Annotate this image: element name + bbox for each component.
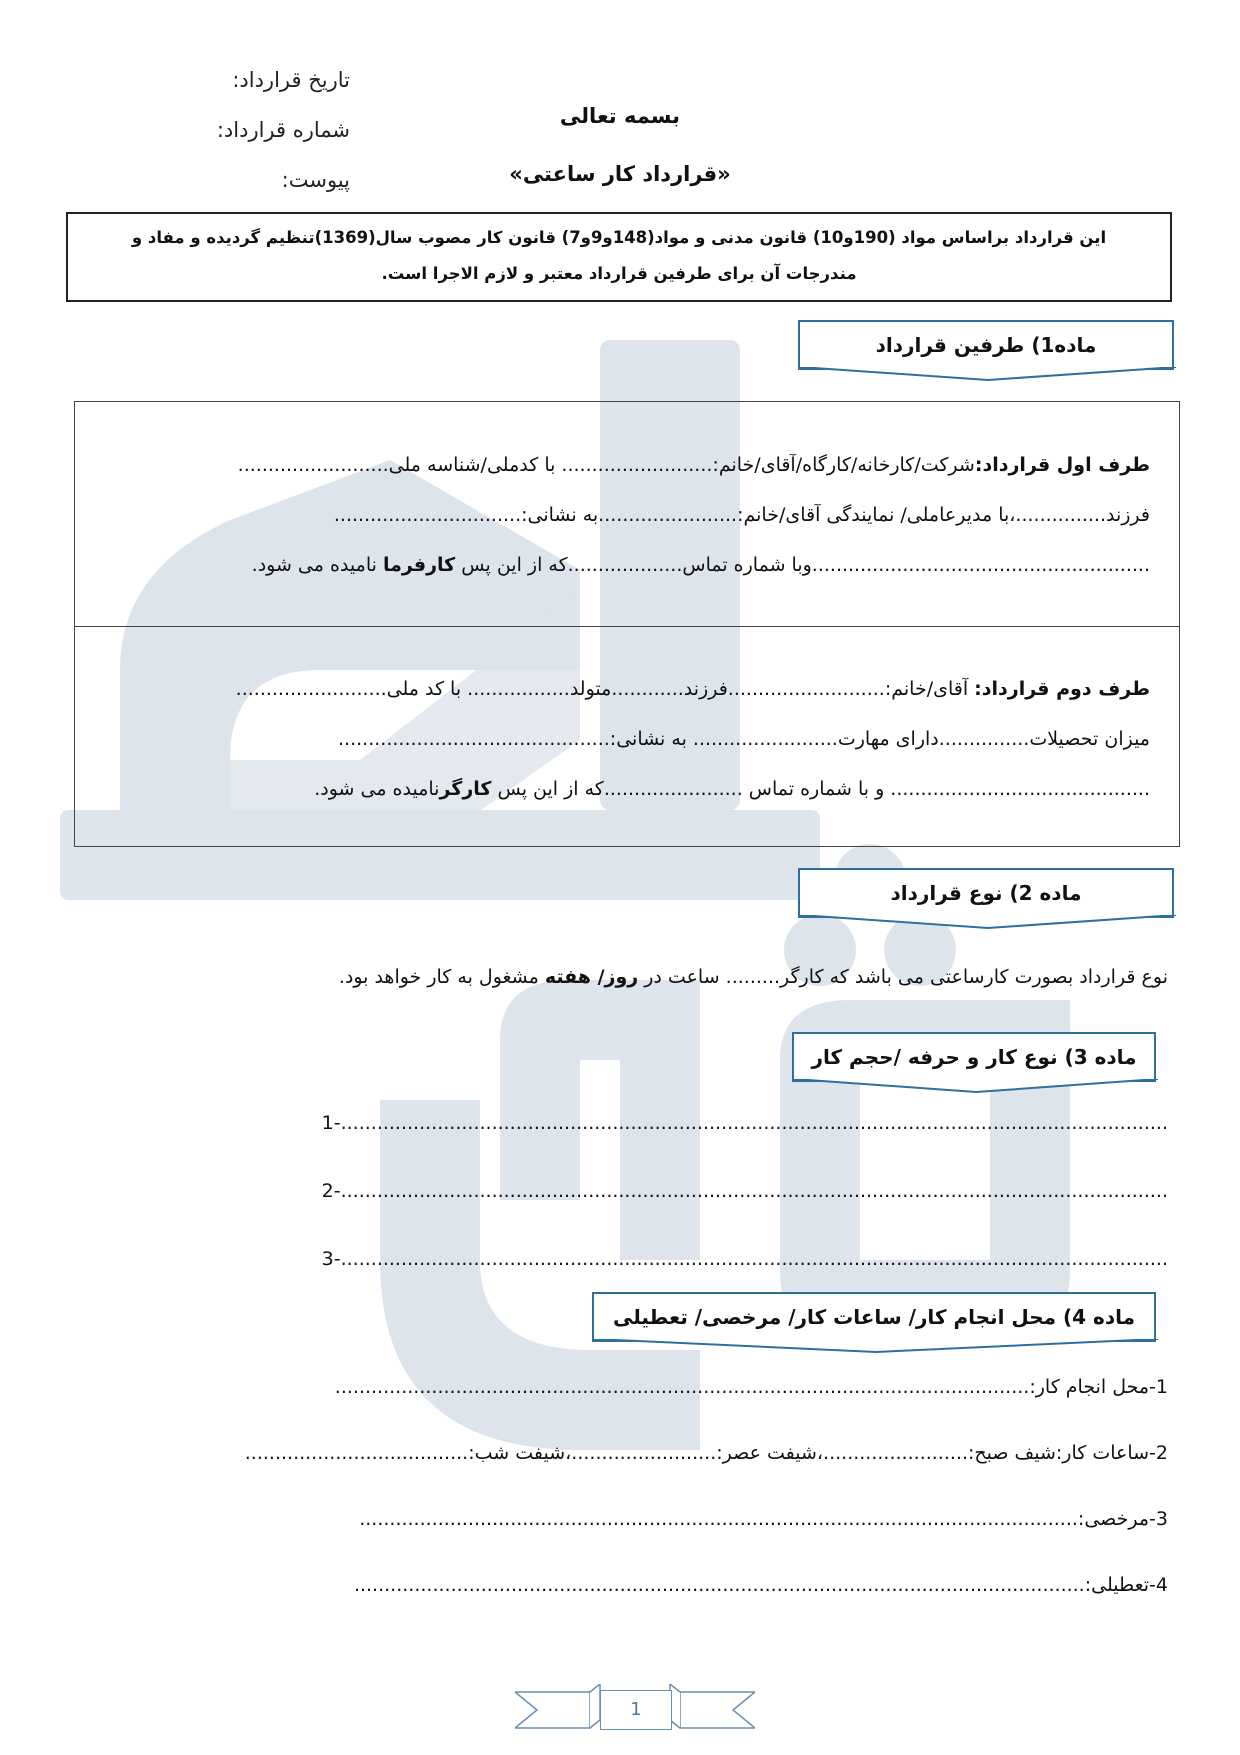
second-party-line-2: میزان تحصیلات...............دارای مهارت........................ به نشانی:............................................. [338, 728, 1150, 750]
article-1-title: ماده1) طرفین قرارداد [875, 333, 1097, 357]
article-2-tag [798, 868, 1174, 918]
tag-pointer-icon [794, 1079, 1158, 1093]
day-week-term: روز/ هفته [544, 966, 639, 988]
article-3-item-1: 1-......................................................................................................................................... [321, 1112, 1168, 1134]
document-title: «قرارداد کار ساعتی» [509, 162, 731, 186]
contract-date-label: تاریخ قرارداد: [232, 68, 350, 92]
article-4-item-2: 2-ساعات کار:شیف صبح:........................،شیفت عصر:........................،شیفت شب:..................................... [244, 1442, 1168, 1464]
second-party-line-3: ........................................... و با شماره تماس .......................که از این پس کارگرنامیده می شود. [314, 778, 1150, 800]
article-4-title: ماده 4) محل انجام کار/ ساعات کار/ مرخصی/ تعطیلی [612, 1305, 1136, 1329]
article-1-tag [798, 320, 1174, 370]
first-party-line-1: طرف اول قرارداد:شرکت/کارخانه/کارگاه/آقای/خانم:......................... با کدملی/شناسه ملی......................... [237, 454, 1150, 476]
article-4-item-1: 1-محل انجام کار:................................................................................................................... [334, 1376, 1168, 1398]
tag-pointer-icon [594, 1339, 1158, 1353]
contract-number-label: شماره قرارداد: [216, 118, 350, 142]
intro-line-1: این قرارداد براساس مواد (190و10) قانون مدنی و مواد(148و9و7) قانون کار مصوب سال(1369)تنظیم گردیده و مفاد و [131, 228, 1107, 247]
first-party-label: طرف اول قرارداد: [974, 454, 1150, 476]
article-3-title: ماده 3) نوع کار و حرفه /حجم کار [811, 1045, 1137, 1069]
first-party-line-2: فرزند...............،با مدیرعاملی/ نمایندگی آقای/خانم:.......................به نشانی:............................... [333, 504, 1150, 526]
tag-pointer-icon [800, 367, 1176, 381]
attachment-label: پیوست: [281, 168, 350, 192]
article-3-item-2: 2-......................................................................................................................................... [321, 1180, 1168, 1202]
second-party-label: طرف دوم قرارداد: [974, 678, 1150, 700]
parties-divider [75, 626, 1179, 627]
article-4-item-3: 3-مرخصی:....................................................................................................................... [359, 1508, 1168, 1530]
article-3-tag [792, 1032, 1156, 1082]
article-2-text: نوع قرارداد بصورت کارساعتی می باشد که کارگر......... ساعت در روز/ هفته مشغول به کار خواهد بود. [338, 966, 1168, 988]
employer-term: کارفرما [382, 554, 456, 576]
article-4-item-4: 4-تعطیلی:......................................................................................................................... [353, 1574, 1168, 1596]
bismillah-heading: بسمه تعالی [559, 104, 681, 128]
article-4-tag [592, 1292, 1156, 1342]
article-3-item-3: 3-......................................................................................................................................... [321, 1248, 1168, 1270]
tag-pointer-icon [800, 915, 1176, 929]
page-number: 1 [600, 1690, 672, 1730]
worker-term: کارگر [439, 778, 492, 800]
article-2-title: ماده 2) نوع قرارداد [890, 881, 1082, 905]
second-party-line-1: طرف دوم قرارداد: آقای/خانم:..........................فرزند............متولد................. با کد ملی......................... [235, 678, 1150, 700]
intro-box [66, 212, 1172, 302]
first-party-line-3: ........................................................وبا شماره تماس...................که از این پس کارفرما نامیده می شود. [251, 554, 1150, 576]
intro-line-2: مندرجات آن برای طرفین قرارداد معتبر و لازم الاجرا است. [381, 264, 857, 283]
